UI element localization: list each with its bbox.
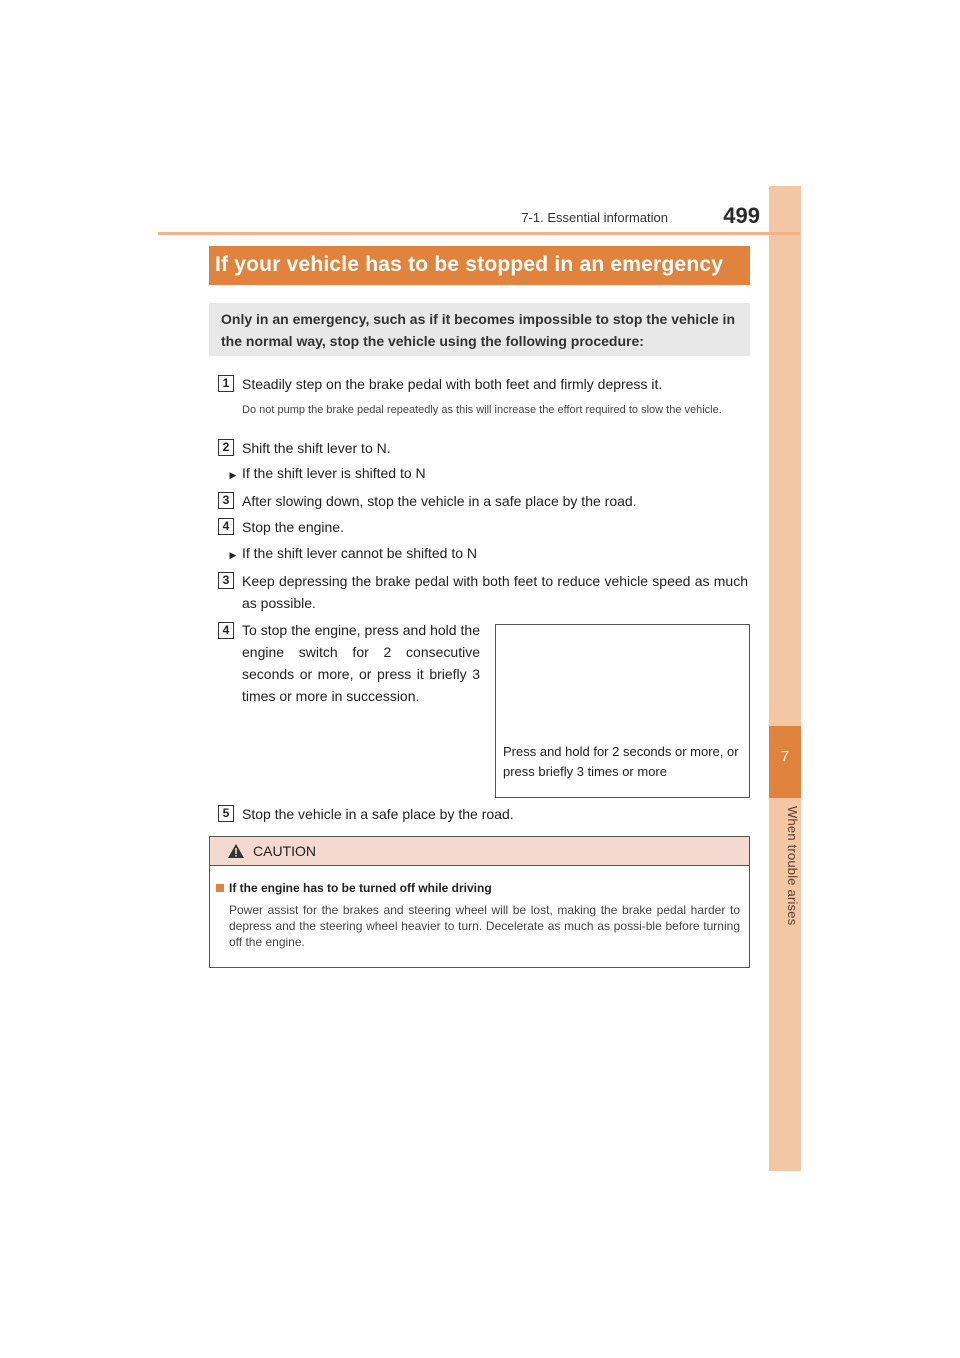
step-text: Shift the shift lever to N.	[242, 440, 391, 456]
step-text: After slowing down, stop the vehicle in a safe place by the road.	[242, 493, 637, 509]
caution-subheading	[216, 881, 492, 895]
square-bullet-icon	[216, 884, 224, 892]
page-title: If your vehicle has to be stopped in an emergency	[215, 253, 724, 276]
condition-heading	[224, 465, 426, 481]
step-marker: 3	[218, 572, 234, 589]
step-text: Keep depressing the brake pedal with both feet to reduce vehicle speed as much as possible.	[242, 573, 748, 611]
condition-text: If the shift lever cannot be shifted to N	[242, 545, 478, 561]
chapter-side-tab	[769, 186, 801, 1171]
section-label: 7-1. Essential information	[521, 210, 668, 225]
page-number: 499	[723, 203, 760, 228]
chapter-title: When trouble arises	[785, 806, 800, 926]
chapter-number: 7	[780, 748, 790, 765]
warning-icon	[227, 843, 245, 859]
intro-text: Only in an emergency, such as if it becomes impossible to stop the vehicle in the normal way, stop the vehicle using the following procedure:	[221, 311, 735, 349]
caution-text: Power assist for the brakes and steering wheel will be lost, making the brake pedal harder to depress and the steering wheel heavier to turn. Decelerate as much as possi-ble before turning off the engine.	[229, 903, 740, 949]
caution-label: CAUTION	[253, 843, 316, 859]
triangle-right-icon: ▶	[229, 470, 237, 480]
step-text: To stop the engine, press and hold the engine switch for 2 consecutive seconds or more, or press it briefly 3 times or more in succession.	[242, 622, 480, 704]
step-marker: 1	[218, 375, 234, 392]
step-text: Stop the vehicle in a safe place by the road.	[242, 806, 514, 822]
triangle-right-icon: ▶	[229, 550, 237, 560]
condition-heading	[224, 545, 477, 561]
step-text: Steadily step on the brake pedal with both feet and firmly depress it.	[242, 376, 663, 392]
illustration-caption: Press and hold for 2 seconds or more, or press briefly 3 times or more	[503, 744, 739, 779]
step-marker: 3	[218, 492, 234, 509]
step-marker: 4	[218, 518, 234, 535]
header-divider	[158, 232, 800, 235]
step-note: Do not pump the brake pedal repeatedly as this will increase the effort required to slow the vehicle.	[242, 404, 722, 416]
step-marker: 2	[218, 439, 234, 456]
step-marker: 5	[218, 805, 234, 822]
caution-subheading-text: If the engine has to be turned off while driving	[229, 881, 492, 895]
step-text: Stop the engine.	[242, 519, 344, 535]
step-marker: 4	[218, 622, 234, 639]
condition-text: If the shift lever is shifted to N	[242, 465, 426, 481]
